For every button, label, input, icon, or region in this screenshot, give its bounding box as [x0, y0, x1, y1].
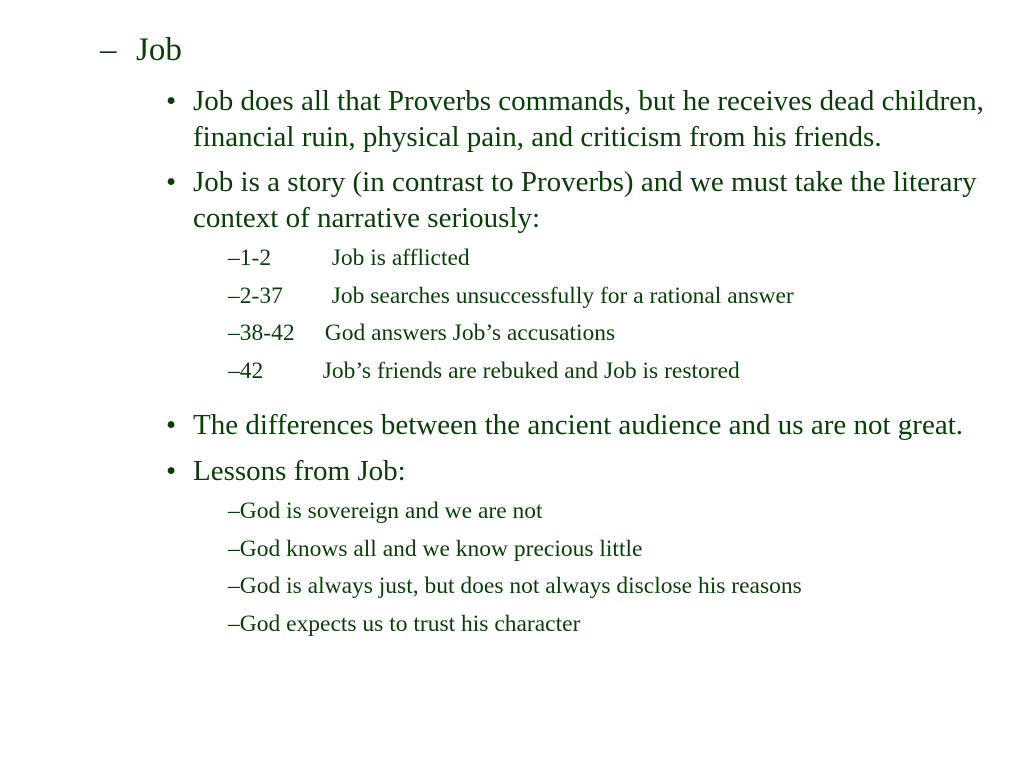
bullet-text: The differences between the ancient audience and us are not great.	[193, 409, 964, 441]
sub-dash: –	[228, 245, 240, 271]
outline-item	[228, 244, 986, 272]
bullet-list	[166, 84, 986, 661]
sub-dash: –	[228, 498, 240, 524]
outline-list	[166, 244, 986, 394]
bullet-icon: •	[166, 409, 177, 441]
chapter-range: 42	[239, 357, 264, 384]
bullet-item	[166, 454, 986, 652]
sub-dash: –	[228, 573, 240, 599]
bullet-text: Job is a story (in contrast to Proverbs) and we must take the literary context of narrative seriously:	[193, 166, 977, 234]
sub-dash: –	[228, 535, 240, 562]
bullet-icon: •	[166, 85, 177, 117]
lesson-text: God is sovereign and we are not	[239, 498, 543, 524]
lesson-item	[228, 535, 986, 563]
sub-dash: –	[228, 357, 240, 384]
bullet-item	[166, 408, 986, 444]
lesson-text: God is always just, but does not always disclose his reasons	[239, 573, 802, 599]
bullet-icon: •	[166, 454, 177, 487]
lesson-item	[228, 572, 986, 600]
bullet-text: Job does all that Proverbs commands, but he receives dead children, financial ruin, physical pain, and criticism from his friends.	[193, 85, 984, 153]
lesson-text: God expects us to trust his character	[239, 610, 581, 637]
bullet-item	[166, 84, 986, 155]
sub-dash: –	[228, 320, 240, 346]
chapter-range: 1-2	[239, 245, 272, 271]
lessons-list	[166, 497, 986, 647]
sub-dash: –	[228, 282, 240, 309]
chapter-range: 2-37	[239, 282, 283, 309]
heading-dash: –	[100, 32, 117, 68]
heading-text: Job	[136, 32, 182, 68]
lesson-text: God knows all and we know precious little	[239, 535, 643, 562]
bullet-item	[166, 165, 986, 398]
outline-item	[228, 282, 986, 310]
lesson-item	[228, 497, 986, 525]
outline-text: Job is afflicted	[331, 245, 470, 271]
outline-item	[228, 319, 986, 347]
bullet-icon: •	[166, 166, 177, 198]
sub-dash: –	[228, 610, 240, 637]
lesson-item	[228, 610, 986, 638]
outline-text: God answers Job’s accusations	[324, 320, 616, 346]
outline-text: Job searches unsuccessfully for a rational answer	[331, 282, 794, 309]
bullet-text: Lessons from Job:	[193, 454, 406, 487]
outline-item	[228, 357, 986, 385]
chapter-range: 38-42	[239, 320, 295, 346]
outline-text: Job’s friends are rebuked and Job is restored	[322, 357, 740, 384]
slide-heading	[100, 30, 182, 70]
